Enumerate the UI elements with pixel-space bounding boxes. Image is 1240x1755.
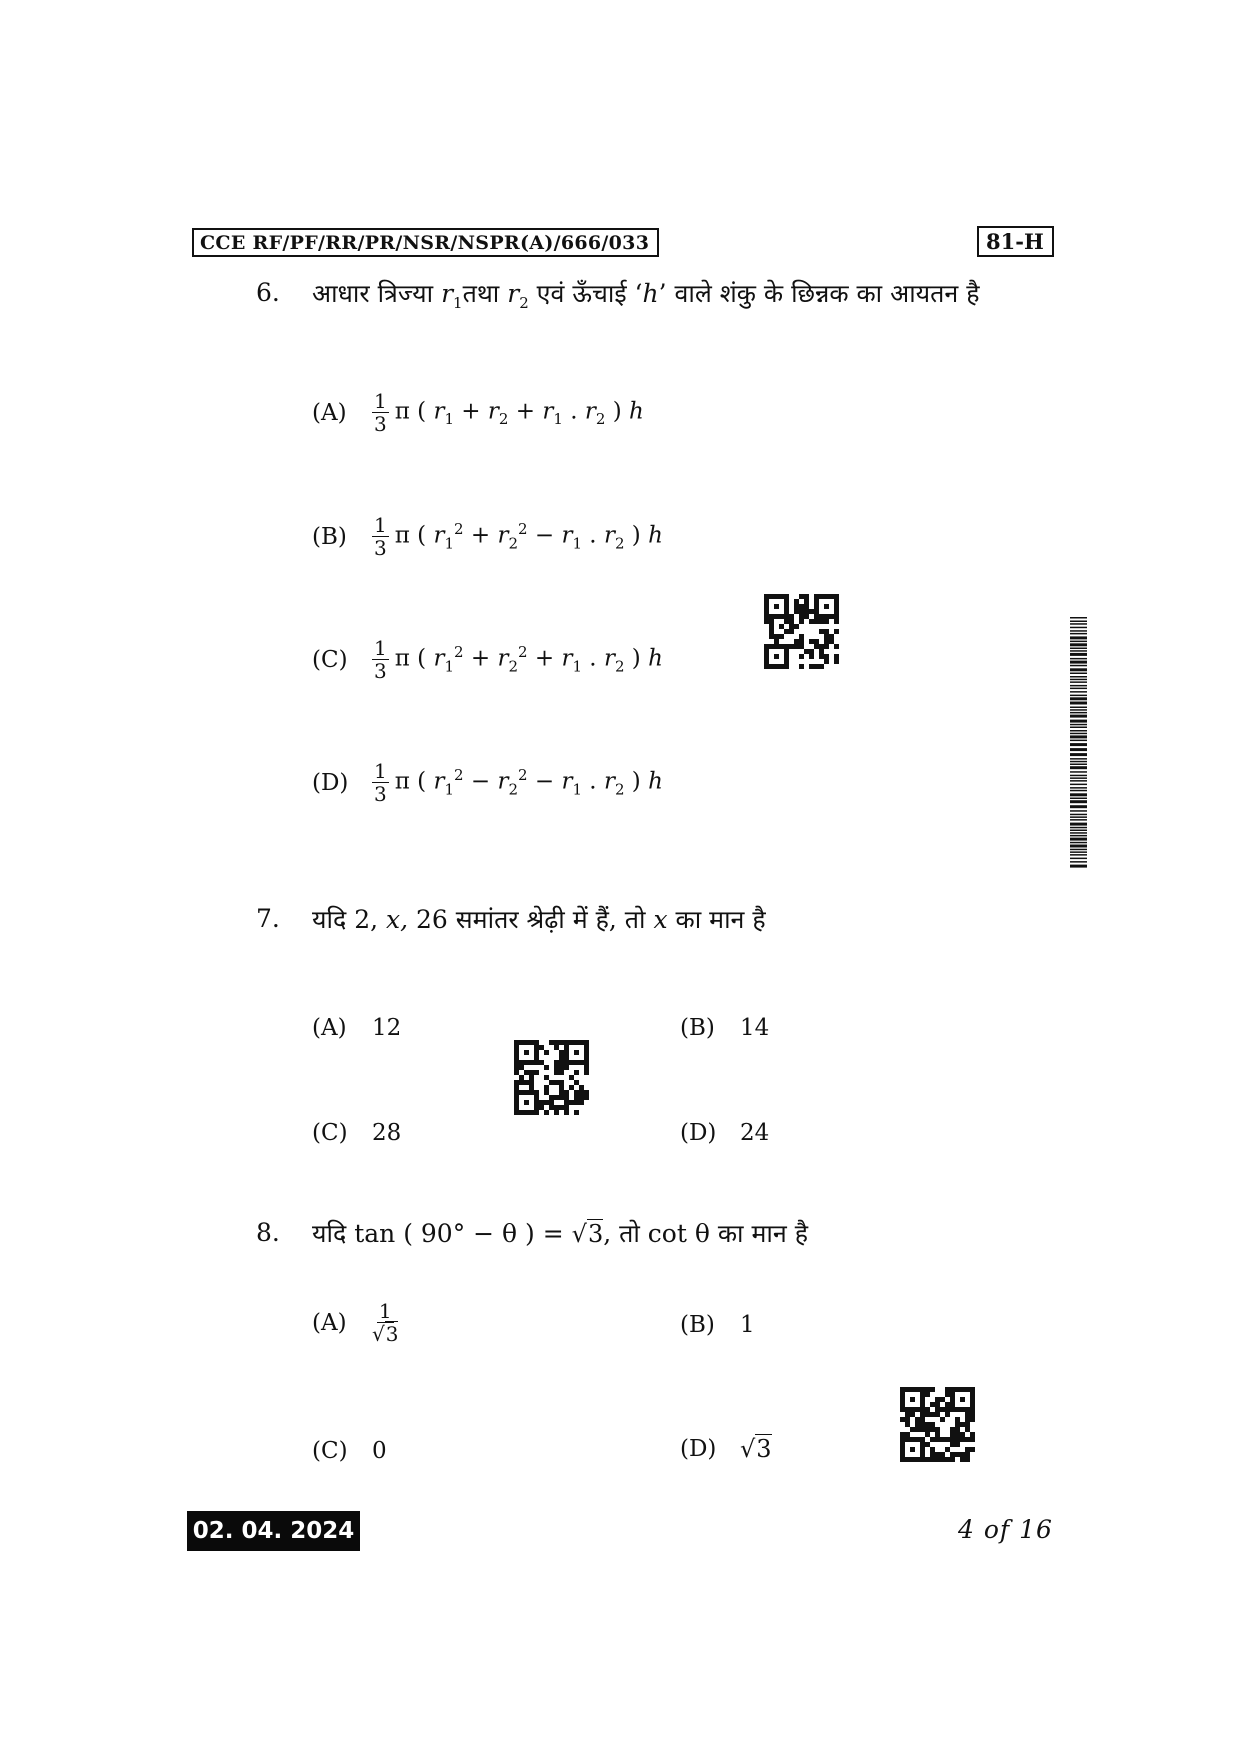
page-number: 4 of 16: [958, 1515, 1053, 1544]
q6-text: आधार त्रिज्या $r_1तथा$ $r_2$ एवं ऊँचाई ‘h’ वाले शंकु के छिन्नक का आयतन है: [312, 279, 980, 312]
q8-option-a[interactable]: (A) $\frac{1}{√3}$: [312, 1299, 399, 1346]
q8-option-a-fraction: $\frac{1}{√3}$: [372, 1299, 399, 1346]
q6-option-c[interactable]: (C) $\frac{1}{3}$ π ( $r_1^2 + r_2^2 + r_1$ . $r_2$ ) h: [312, 636, 663, 684]
q8-number: 8.: [256, 1218, 280, 1247]
q6-option-c-expr: $\frac{1}{3}$ π ( $r_1^2 + r_2^2 + r_1$ . $r_2$ ) h: [374, 636, 663, 684]
q7-option-b[interactable]: (B) 14: [680, 1015, 770, 1041]
barcode-icon: [1070, 617, 1087, 869]
q6-option-a[interactable]: (A) $\frac{1}{3}$ π ( $r_1 + r_2 + r_1$ . $r_2$ ) h: [312, 389, 644, 436]
q7-text: यदि 2, x, 26 समांतर श्रेढ़ी में हैं, तो x का मान है: [312, 905, 766, 934]
paper-code: CCE RF/PF/RR/PR/NSR/NSPR(A)/666/033: [192, 228, 659, 257]
q6-number: 6.: [256, 278, 280, 307]
q6-option-b[interactable]: (B) $\frac{1}{3}$ π ( $r_1^2 + r_2^2 - r_1$ . $r_2$ ) h: [312, 513, 663, 561]
q6-option-d-expr: $\frac{1}{3}$ π ( $r_1^2 - r_2^2 - r_1$ . $r_2$ ) h: [374, 759, 663, 807]
q8-option-d-sqrt: √3: [740, 1435, 772, 1463]
q7-option-d[interactable]: (D) 24: [680, 1120, 770, 1146]
q8-option-b[interactable]: (B) 1: [680, 1312, 755, 1338]
q7-option-a[interactable]: (A) 12: [312, 1015, 402, 1041]
q8-option-c[interactable]: (C) 0: [312, 1438, 387, 1464]
q7-number: 7.: [256, 904, 280, 933]
paper-number: 81-H: [977, 226, 1054, 257]
qr-code-icon: [900, 1387, 975, 1462]
qr-code-icon: [764, 594, 839, 669]
qr-code-icon: [514, 1040, 589, 1115]
exam-date: 02. 04. 2024: [187, 1511, 360, 1551]
q6-option-a-expr: $\frac{1}{3}$ π ( $r_1 + r_2 + r_1$ . $r_2$ ) h: [374, 389, 644, 436]
q8-text: यदि tan ( 90° − θ ) = √3, तो cot θ का मान है: [312, 1219, 808, 1248]
q8-option-d[interactable]: (D) √3: [680, 1435, 772, 1463]
q6-option-d[interactable]: (D) $\frac{1}{3}$ π ( $r_1^2 - r_2^2 - r_1$ . $r_2$ ) h: [312, 759, 663, 807]
q6-option-b-expr: $\frac{1}{3}$ π ( $r_1^2 + r_2^2 - r_1$ . $r_2$ ) h: [374, 513, 663, 561]
q7-option-c[interactable]: (C) 28: [312, 1120, 402, 1146]
